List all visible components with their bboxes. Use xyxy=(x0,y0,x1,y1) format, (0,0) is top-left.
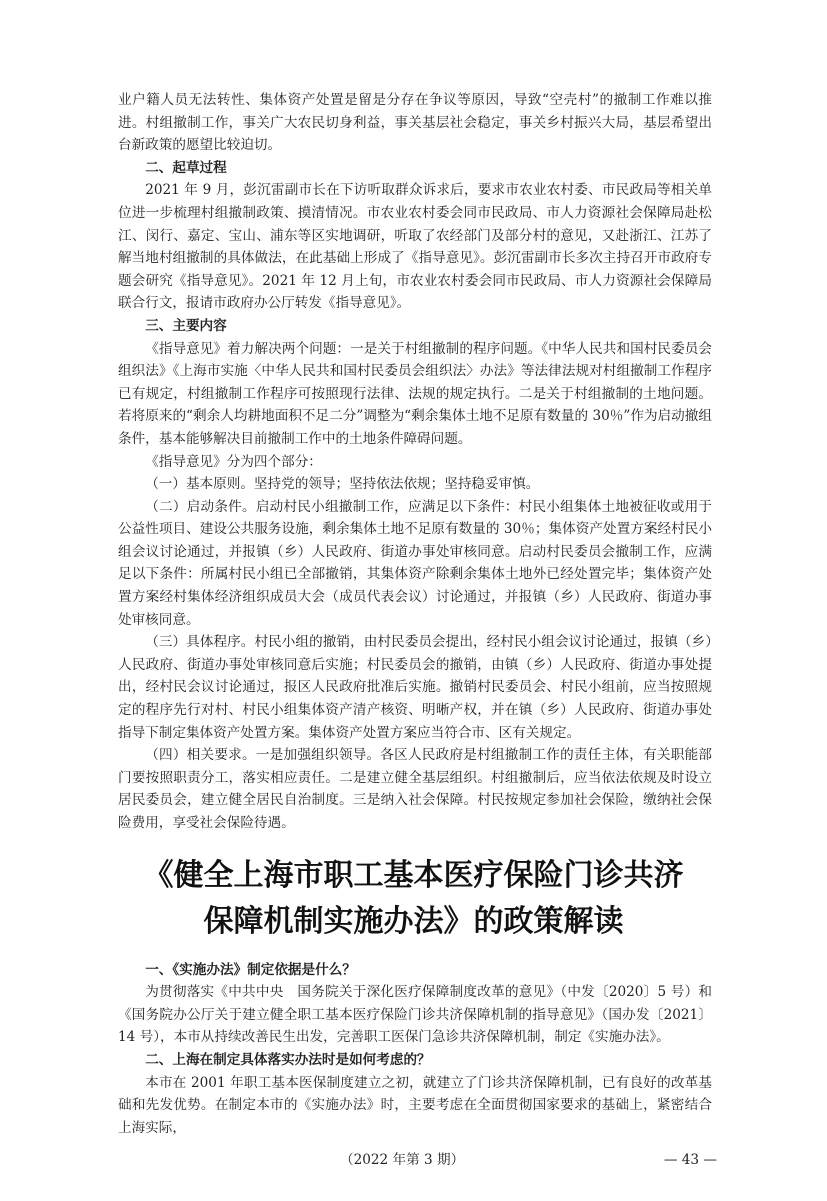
paragraph: （四）相关要求。一是加强组织领导。各区人民政府是村组撤制工作的责任主体，有关职能部门要按照职责分工，落实相应责任。二是建立健全基层组织。村组撤制后，应当依法依规及时设立居民委员会，建立健全居民自治制度。三是纳入社会保障。村民按规定参加社会保险，缴纳社会保险费用，享受社会保险待遇。 xyxy=(118,747,712,831)
paragraph: 2021 年 9 月，彭沉雷副市长在下访听取群众诉求后，要求市农业农村委、市民政局等相关单位进一步梳理村组撤制政策、摸清情况。市农业农村委会同市民政局、市人力资源社会保障局赴松江、闵行、嘉定、宝山、浦东等区实地调研，听取了农经部门及部分村的意见，又赴浙江、江苏了解当地村组撤制的具体做法，在此基础上形成了《指导意见》。彭沉雷副市长多次主持召开市政府专题会研究《指导意见》。2021 年 12 月上旬，市农业农村委会同市民政局、市人力资源社会保障局联合行文，报请市政府办公厅转发《指导意见》。 xyxy=(118,182,712,312)
section-heading: 二、起草过程 xyxy=(145,159,227,176)
section-heading: 一、《实施办法》制定依据是什么？ xyxy=(145,961,356,978)
article-body xyxy=(118,959,712,1140)
section-heading: 二、上海在制定具体落实办法时是如何考虑的？ xyxy=(145,1051,431,1068)
paragraph: 为贯彻落实《中共中央 国务院关于深化医疗保障制度改革的意见》（中发〔2020〕5 号）和《国务院办公厅关于建立健全职工基本医疗保险门诊共济保障机制的指导意见》（国办发〔2021〕14 号），本市从持续改善民生出发，完善职工医保门急诊共济保障机制，制定《实施办法》。 xyxy=(118,984,712,1046)
paragraph: 《指导意见》着力解决两个问题：一是关于村组撤制的程序问题。《中华人民共和国村民委员会组织法》《上海市实施〈中华人民共和国村民委员会组织法〉办法》等法律法规对村组撤制工作程序已有规定，村组撤制工作程序可按照现行法律、法规的规定执行。二是关于村组撤制的土地问题。若将原来的“剩余人均耕地面积不足二分”调整为“剩余集体土地不足原有数量的 30％”作为启动撤组条件，基本能够解决目前撤制工作中的土地条件障碍问题。 xyxy=(118,340,712,447)
page-footer xyxy=(0,1149,827,1171)
paragraph: 本市在 2001 年职工基本医保制度建立之初，就建立了门诊共济保障机制，已有良好的改革基础和先发优势。在制定本市的《实施办法》时，主要考虑在全面贯彻国家要求的基础上，紧密结合上海实际， xyxy=(118,1074,712,1136)
paragraph: （三）具体程序。村民小组的撤销，由村民委员会提出，经村民小组会议讨论通过，报镇（乡）人民政府、街道办事处审核同意后实施；村民委员会的撤销，由镇（乡）人民政府、街道办事处提出，经村民会议讨论通过，报区人民政府批准后实施。撤销村民委员会、村民小组前，应当按照规定的程序先行对村、村民小组集体资产清产核资、明晰产权，并在镇（乡）人民政府、街道办事处指导下制定集体资产处置方案。集体资产处置方案应当符合市、区有关规定。 xyxy=(118,634,712,741)
paragraph: （一）基本原则。坚持党的领导；坚持依法依规；坚持稳妥审慎。 xyxy=(145,476,540,493)
paragraph: 业户籍人员无法转性、集体资产处置是留是分存在争议等原因，导致“空壳村”的撤制工作难以推进。村组撤制工作，事关广大农民切身利益，事关基层社会稳定，事关乡村振兴大局，基层希望出台新政策的愿望比较迫切。 xyxy=(118,92,712,154)
page-number: — 43 — xyxy=(663,1152,717,1169)
title-line: 《健全上海市职工基本医疗保险门诊共济 xyxy=(143,857,684,893)
issue-label: （2022 年第 3 期） xyxy=(340,1152,465,1169)
title-line: 保障机制实施办法》的政策解读 xyxy=(203,903,624,939)
section-heading: 三、主要内容 xyxy=(145,317,227,334)
previous-article-continuation xyxy=(118,89,712,835)
paragraph: （二）启动条件。启动村民小组撤制工作，应满足以下条件：村民小组集体土地被征收或用于公益性项目、建设公共服务设施，剩余集体土地不足原有数量的 30％；集体资产处置方案经村民小组会议讨论通过，并报镇（乡）人民政府、街道办事处审核同意。启动村民委员会撤制工作，应满足以下条件：所属村民小组已全部撤销，其集体资产除剩余集体土地外已经处置完毕；集体资产处置方案经村集体经济组织成员大会（成员代表会议）讨论通过，并报镇（乡）人民政府、街道办事处审核同意。 xyxy=(118,498,712,628)
paragraph: 《指导意见》分为四个部分： xyxy=(145,453,322,470)
article-title xyxy=(0,853,827,945)
